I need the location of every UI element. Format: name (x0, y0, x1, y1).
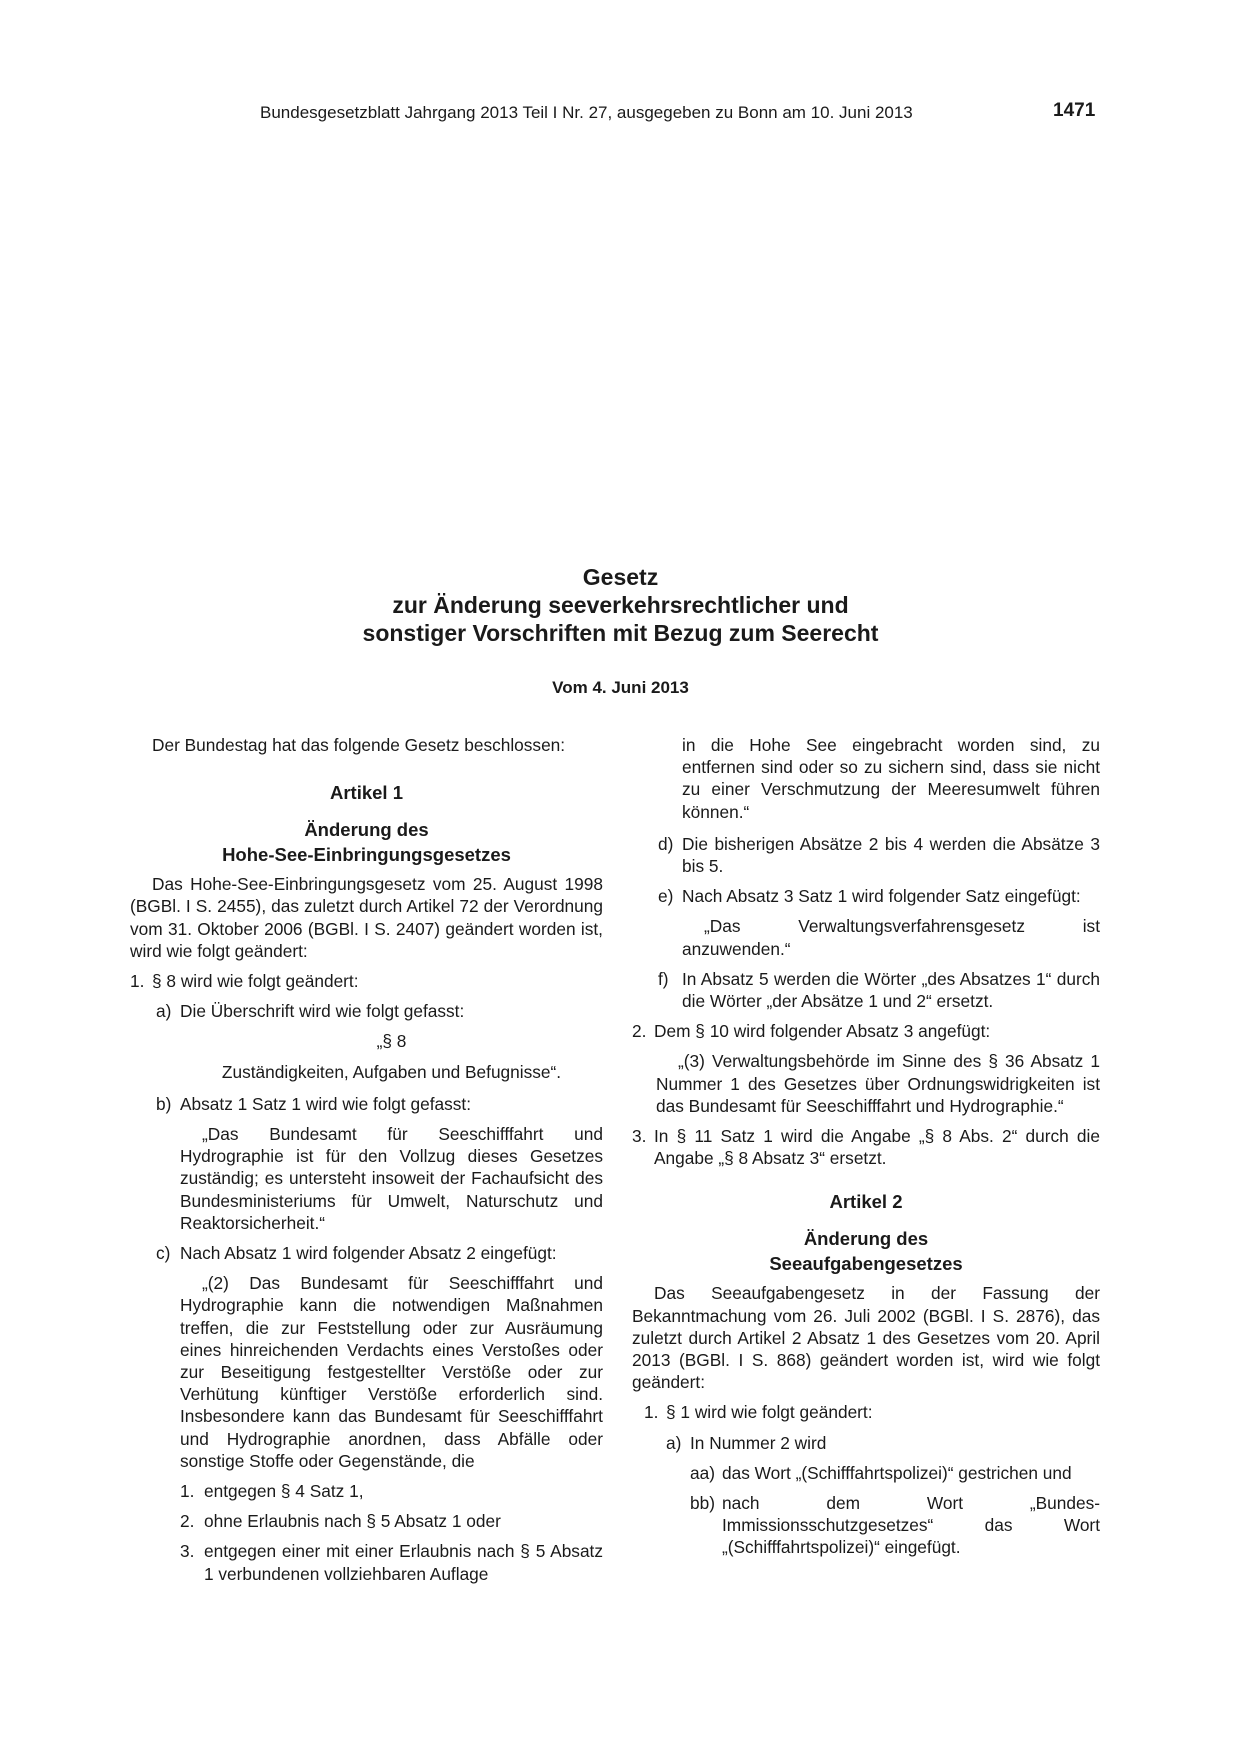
list-item (130, 1000, 603, 1022)
item-number: 2. (180, 1511, 195, 1532)
list-item (130, 1242, 603, 1264)
item-number: 1. (180, 1481, 195, 1502)
article-2-paragraph: Das Seeaufgabengesetz in der Fassung der Bekanntmachung vom 26. Juli 2002 (BGBl. I S. 2876), das zuletzt durch Artikel 2 Absatz 1 des Gesetzes vom 20. April 2013 (BGBl. I S. 868) geändert worden ist, wird wie folgt geändert: (632, 1283, 1100, 1393)
quote-heading-title: Zuständigkeiten, Aufgaben und Befugnisse“. (221, 1061, 562, 1082)
list-item (130, 1540, 603, 1584)
article-1-subheading-2: Hohe-See-Einbringungsgesetzes (222, 844, 511, 866)
list-item (632, 1401, 1100, 1423)
list-item (632, 1462, 1100, 1484)
item-letter: a) (156, 1001, 172, 1022)
item-text: entgegen einer mit einer Erlaubnis nach § 5 Absatz 1 verbundenen vollziehbaren Auflage (204, 1541, 603, 1584)
quote-paragraph: „(3) Verwaltungsbehörde im Sinne des § 36 Absatz 1 Nummer 1 des Gesetzes über Ordnungswidrigkeiten ist das Bundesamt für Seeschifffahrt und Hydrographie.“ (656, 1051, 1100, 1116)
header-text: Bundesgesetzblatt Jahrgang 2013 Teil I Nr. 27, ausgegeben zu Bonn am 10. Juni 2013 (260, 103, 913, 122)
article-2-subheading-2: Seeaufgabengesetzes (769, 1253, 963, 1275)
intro-paragraph: Der Bundestag hat das folgende Gesetz beschlossen: (152, 735, 566, 755)
list-item (632, 885, 1100, 907)
item-text: ohne Erlaubnis nach § 5 Absatz 1 oder (204, 1511, 501, 1532)
law-date: Vom 4. Juni 2013 (552, 678, 689, 697)
article-2-heading: Artikel 2 (829, 1191, 903, 1213)
law-title-line-2: zur Änderung seeverkehrsrechtlicher und (392, 592, 849, 618)
item-letter: d) (658, 833, 674, 854)
item-letter: bb) (690, 1493, 715, 1514)
list-item (130, 970, 603, 992)
item-number: 3. (632, 1126, 647, 1147)
item-text: Dem § 10 wird folgender Absatz 3 angefügt: (654, 1021, 991, 1042)
list-item (130, 1093, 603, 1115)
item-number: 1. (130, 971, 145, 992)
item-text: Nach Absatz 3 Satz 1 wird folgender Satz eingefügt: (682, 886, 1081, 907)
item-text: entgegen § 4 Satz 1, (204, 1481, 364, 1502)
item-text: In Nummer 2 wird (690, 1432, 827, 1453)
quote-paragraph: „Das Verwaltungsverfahrensgesetz ist anzuwenden.“ (682, 916, 1100, 959)
item-text: nach dem Wort „Bundes-Immissionsschutzgesetzes“ das Wort „(Schifffahrtspolizei)“ eingefügt. (722, 1493, 1100, 1558)
quote-paragraph: „(2) Das Bundesamt für Seeschifffahrt und Hydrographie kann die notwendigen Maßnahmen treffen, die zur Feststellung oder zur Ausräumung eines hinreichenden Verdachts eines Verstoßes oder zur Beseitigung festgestellter Verstöße oder zur Verhütung künftiger Verstöße erforderlich sind. Insbesondere kann das Bundesamt für Seeschifffahrt und Hydrographie anordnen, dass Abfälle oder sonstige Stoffe oder Gegenstände, die (180, 1273, 603, 1471)
article-1-paragraph: Das Hohe-See-Einbringungsgesetz vom 25. August 1998 (BGBl. I S. 2455), das zuletzt durch Artikel 72 der Verordnung vom 31. Oktober 2006 (BGBl. I S. 2407) geändert worden ist, wird wie folgt geändert: (130, 874, 603, 961)
item-letter: f) (658, 968, 669, 989)
quote-heading: „§ 8 (376, 1031, 407, 1052)
left-column (130, 734, 603, 1585)
list-item (632, 968, 1100, 1012)
item-text: § 8 wird wie folgt geändert: (152, 971, 359, 992)
list-item (130, 1480, 603, 1502)
list-item (130, 1510, 603, 1532)
item-letter: b) (156, 1093, 172, 1114)
item-text: Absatz 1 Satz 1 wird wie folgt gefasst: (180, 1093, 472, 1114)
continued-paragraph: in die Hohe See eingebracht worden sind, zu entfernen sind oder so zu sichern sind, dass sie nicht zu einer Verschmutzung der Meeresumwelt führen können.“ (682, 735, 1100, 822)
article-1-subheading-1: Änderung des (304, 819, 429, 841)
page-header (0, 100, 1241, 130)
law-title-line-1: Gesetz (582, 564, 659, 590)
item-text: In Absatz 5 werden die Wörter „des Absatzes 1“ durch die Wörter „der Absätze 1 und 2“ ersetzt. (682, 968, 1100, 1012)
item-letter: c) (156, 1243, 171, 1264)
title-block (0, 563, 1241, 698)
item-letter: a) (666, 1432, 682, 1453)
item-text: Die bisherigen Absätze 2 bis 4 werden die Absätze 3 bis 5. (682, 833, 1100, 877)
right-column (632, 734, 1100, 1559)
item-text: Nach Absatz 1 wird folgender Absatz 2 eingefügt: (180, 1243, 557, 1264)
item-number: 3. (180, 1541, 195, 1562)
item-letter: e) (658, 886, 674, 907)
list-item (632, 1020, 1100, 1042)
page-number: 1471 (1053, 100, 1096, 121)
item-text: In § 11 Satz 1 wird die Angabe „§ 8 Abs. 2“ durch die Angabe „§ 8 Absatz 3“ ersetzt. (654, 1126, 1100, 1169)
item-number: 1. (644, 1402, 659, 1423)
item-letter: aa) (690, 1462, 715, 1483)
law-title-line-3: sonstiger Vorschriften mit Bezug zum Seerecht (362, 620, 879, 646)
item-number: 2. (632, 1021, 647, 1042)
article-1-heading: Artikel 1 (329, 782, 403, 804)
item-text: Die Überschrift wird wie folgt gefasst: (180, 1001, 465, 1022)
list-item (632, 833, 1100, 877)
list-item (632, 1125, 1100, 1169)
item-text: das Wort „(Schifffahrtspolizei)“ gestrichen und (722, 1462, 1072, 1483)
quote-paragraph: „Das Bundesamt für Seeschifffahrt und Hydrographie ist für den Vollzug dieses Gesetzes zuständig; es untersteht insoweit der Fachaufsicht des Bundesministeriums für Umwelt, Naturschutz und Reaktorsicherheit.“ (180, 1124, 603, 1233)
list-item (632, 1432, 1100, 1454)
article-2-subheading-1: Änderung des (803, 1228, 929, 1250)
list-item (632, 1492, 1100, 1559)
item-text: § 1 wird wie folgt geändert: (666, 1402, 873, 1423)
